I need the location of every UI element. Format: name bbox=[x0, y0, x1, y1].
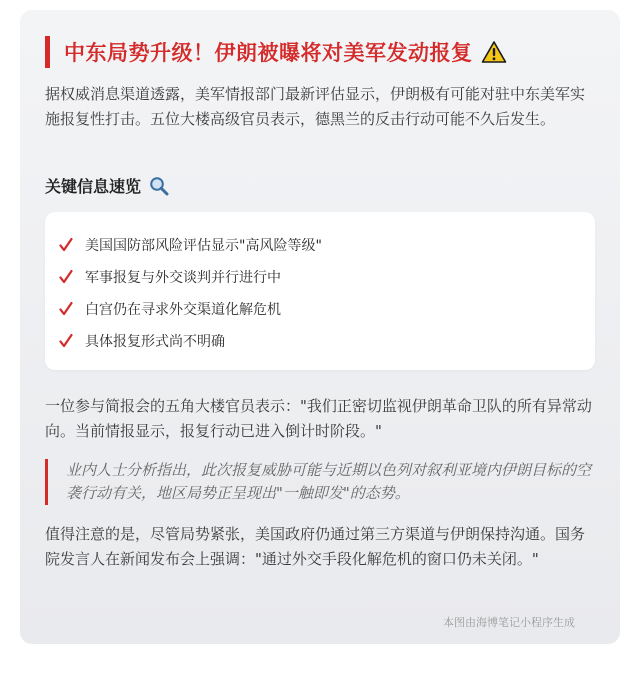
title-accent-bar bbox=[45, 36, 50, 68]
check-icon bbox=[59, 237, 73, 253]
list-item bbox=[59, 261, 595, 293]
search-icon bbox=[149, 176, 169, 196]
check-icon bbox=[59, 333, 73, 349]
list-item-text: 具体报复形式尚不明确 bbox=[85, 334, 225, 350]
article-title: 中东局势升级！伊朗被曝将对美军发动报复 bbox=[64, 41, 473, 65]
closing-paragraph: 值得注意的是，尽管局势紧张，美国政府仍通过第三方渠道与伊朗保持沟通。国务院发言人在新闻发布会上强调："通过外交手段化解危机的窗口仍未关闭。" bbox=[45, 525, 586, 568]
warning-icon bbox=[481, 40, 507, 64]
title-row bbox=[45, 36, 507, 68]
footer-credit: 本图由海博笔记小程序生成 bbox=[443, 616, 575, 629]
check-icon bbox=[59, 301, 73, 317]
key-points-box bbox=[45, 212, 595, 370]
official-statement-paragraph: 一位参与简报会的五角大楼官员表示："我们正密切监视伊朗革命卫队的所有异常动向。当前情报显示，报复行动已进入倒计时阶段。" bbox=[45, 397, 592, 440]
list-item-text: 美国国防部风险评估显示"高风险等级" bbox=[85, 238, 322, 254]
key-points-list bbox=[45, 212, 595, 357]
list-item-text: 白宫仍在寻求外交渠道化解危机 bbox=[85, 302, 281, 318]
section-title-text: 关键信息速览 bbox=[45, 177, 142, 196]
article-card bbox=[20, 10, 620, 644]
section-title bbox=[45, 174, 169, 197]
list-item bbox=[59, 293, 595, 325]
analysis-quote: 业内人士分析指出，此次报复威胁可能与近期以色列对叙利亚境内伊朗目标的空袭行动有关，地区局势正呈现出"一触即发"的态势。 bbox=[45, 459, 597, 505]
list-item-text: 军事报复与外交谈判并行进行中 bbox=[85, 270, 281, 286]
list-item bbox=[59, 325, 595, 357]
list-item bbox=[59, 229, 595, 261]
check-icon bbox=[59, 269, 73, 285]
intro-paragraph: 据权威消息渠道透露，美军情报部门最新评估显示，伊朗极有可能对驻中东美军实施报复性打击。五位大楼高级官员表示，德黑兰的反击行动可能不久后发生。 bbox=[45, 85, 586, 128]
